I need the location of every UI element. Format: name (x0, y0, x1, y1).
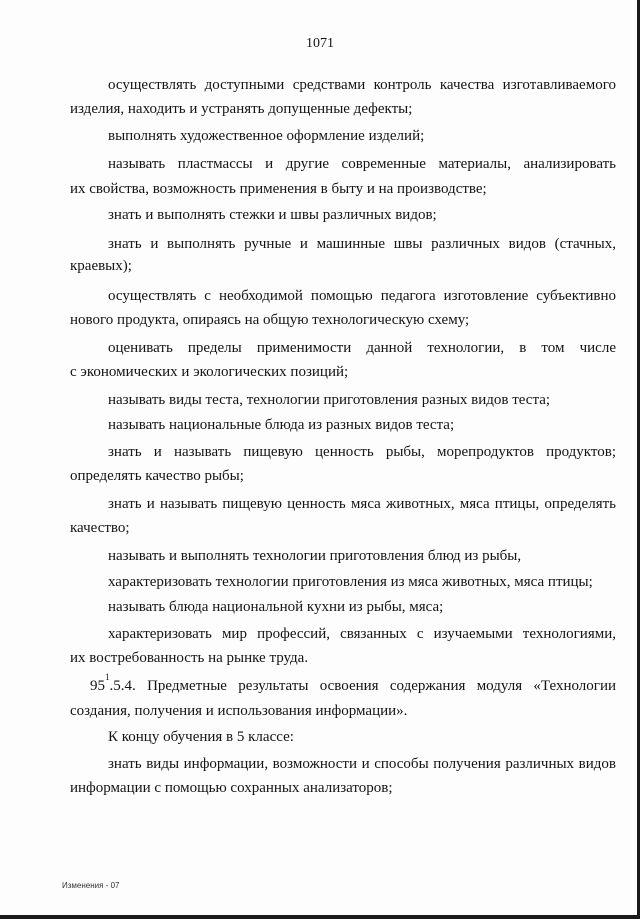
paragraph-line: их свойства, возможность применения в быту и на производстве; (70, 181, 487, 197)
section-number: 95 (90, 678, 105, 694)
paragraph-line: краевых); (70, 258, 132, 274)
paragraph-line: знать виды информации, возможности и способы получения различных видов (108, 756, 616, 772)
paragraph-line: называть блюда национальной кухни из рыбы, мяса; (108, 599, 444, 615)
paragraph-line: создания, получения и использования информации». (70, 703, 408, 719)
paragraph-line: характеризовать технологии приготовления из мяса животных, мяса птицы; (108, 574, 593, 590)
paragraph-line: называть виды теста, технологии приготовления разных видов теста; (108, 392, 551, 408)
paragraph-line: нового продукта, опираясь на общую технологическую схему; (70, 312, 470, 328)
page-number: 1071 (306, 36, 334, 51)
paragraph-line: качество; (70, 520, 130, 536)
paragraph-line: знать и называть пищевую ценность рыбы, морепродуктов продуктов; (108, 444, 616, 460)
paragraph-line: осуществлять с необходимой помощью педагога изготовление субъективно (108, 288, 616, 304)
paragraph-line: К концу обучения в 5 классе: (108, 729, 294, 745)
paragraph-line: называть пластмассы и другие современные материалы, анализировать (108, 156, 616, 172)
paragraph-line: характеризовать мир профессий, связанных с изучаемыми технологиями, (108, 626, 616, 642)
paragraph-line: с экономических и экологических позиций; (70, 364, 349, 380)
section-heading-text: .5.4. Предметные результаты освоения содержания модуля «Технологии (109, 678, 616, 694)
paragraph-line: выполнять художественное оформление изделий; (108, 128, 425, 144)
paragraph-line: знать и выполнять ручные и машинные швы различных видов (стачных, (108, 236, 616, 252)
paragraph-line: осуществлять доступными средствами контроль качества изготавливаемого (108, 77, 616, 93)
paragraph-line: их востребованность на рынке труда. (70, 650, 309, 666)
paragraph-line: называть и выполнять технологии приготовления блюд из рыбы, (108, 548, 522, 564)
paragraph-line: изделия, находить и устранять допущенные дефекты; (70, 101, 413, 117)
paragraph-line: информации с помощью сохранных анализаторов; (70, 780, 393, 796)
paragraph-line: знать и выполнять стежки и швы различных видов; (108, 207, 437, 223)
paragraph-line: оценивать пределы применимости данной технологии, в том числе (108, 340, 616, 356)
scan-edge-bottom (0, 915, 640, 919)
section-superscript: 1 (105, 672, 110, 682)
footer-note: Изменения - 07 (62, 881, 120, 890)
paragraph-line: знать и называть пищевую ценность мяса животных, мяса птицы, определять (108, 496, 616, 512)
paragraph-line: определять качество рыбы; (70, 468, 244, 484)
section-heading-line (90, 672, 616, 695)
paragraph-line: называть национальные блюда из разных видов теста; (108, 417, 455, 433)
